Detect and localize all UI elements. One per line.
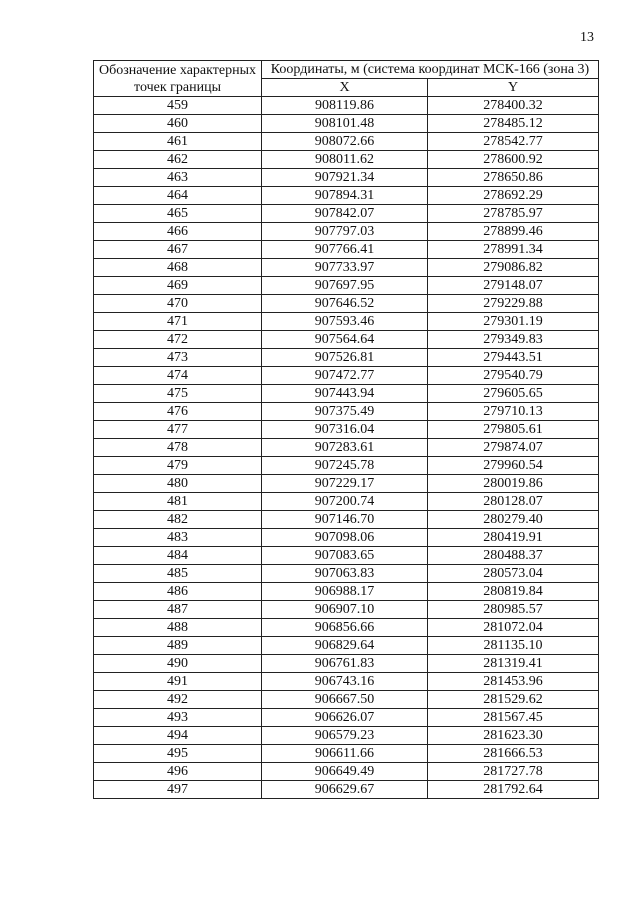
table-row: [94, 763, 599, 781]
y-coordinate-cell: 281453.96: [428, 673, 599, 691]
point-number-cell: 459: [94, 97, 262, 115]
point-number-cell: 461: [94, 133, 262, 151]
x-coordinate-cell: 907646.52: [262, 295, 428, 313]
y-coordinate-cell: 281567.45: [428, 709, 599, 727]
point-number-cell: 478: [94, 439, 262, 457]
table-row: [94, 511, 599, 529]
y-coordinate-cell: 281319.41: [428, 655, 599, 673]
point-number-cell: 485: [94, 565, 262, 583]
table-row: [94, 97, 599, 115]
y-coordinate-cell: 278542.77: [428, 133, 599, 151]
table-row: [94, 187, 599, 205]
x-coordinate-cell: 907842.07: [262, 205, 428, 223]
x-coordinate-cell: 908011.62: [262, 151, 428, 169]
point-number-cell: 480: [94, 475, 262, 493]
table-row: [94, 439, 599, 457]
y-coordinate-cell: 281727.78: [428, 763, 599, 781]
table-row: [94, 403, 599, 421]
y-coordinate-cell: 279874.07: [428, 439, 599, 457]
x-coordinate-cell: 906611.66: [262, 745, 428, 763]
table-row: [94, 493, 599, 511]
x-coordinate-cell: 907146.70: [262, 511, 428, 529]
table-row: [94, 151, 599, 169]
x-coordinate-cell: 906856.66: [262, 619, 428, 637]
point-number-cell: 482: [94, 511, 262, 529]
table-row: [94, 295, 599, 313]
x-coordinate-cell: 907229.17: [262, 475, 428, 493]
y-coordinate-cell: 278899.46: [428, 223, 599, 241]
x-coordinate-cell: 907894.31: [262, 187, 428, 205]
y-coordinate-cell: 280279.40: [428, 511, 599, 529]
header-point-designation: Обозначение характерных точек границы: [94, 61, 262, 97]
y-coordinate-cell: 280419.91: [428, 529, 599, 547]
x-coordinate-cell: 906649.49: [262, 763, 428, 781]
table-row: [94, 223, 599, 241]
point-number-cell: 473: [94, 349, 262, 367]
y-coordinate-cell: 281666.53: [428, 745, 599, 763]
y-coordinate-cell: 281792.64: [428, 781, 599, 799]
table-row: [94, 691, 599, 709]
table-row: [94, 619, 599, 637]
y-coordinate-cell: 279349.83: [428, 331, 599, 349]
x-coordinate-cell: 907564.64: [262, 331, 428, 349]
y-coordinate-cell: 279605.65: [428, 385, 599, 403]
table-row: [94, 133, 599, 151]
y-coordinate-cell: 280488.37: [428, 547, 599, 565]
y-coordinate-cell: 278785.97: [428, 205, 599, 223]
point-number-cell: 472: [94, 331, 262, 349]
point-number-cell: 469: [94, 277, 262, 295]
table-row: [94, 313, 599, 331]
x-coordinate-cell: 908101.48: [262, 115, 428, 133]
table-row: [94, 421, 599, 439]
page-number: 13: [580, 30, 594, 45]
point-number-cell: 467: [94, 241, 262, 259]
point-number-cell: 476: [94, 403, 262, 421]
table-row: [94, 529, 599, 547]
table-row: [94, 115, 599, 133]
table-row: [94, 277, 599, 295]
x-coordinate-cell: 907375.49: [262, 403, 428, 421]
table-row: [94, 169, 599, 187]
x-coordinate-cell: 907098.06: [262, 529, 428, 547]
x-coordinate-cell: 907733.97: [262, 259, 428, 277]
coordinates-table: [93, 60, 599, 799]
table-row: [94, 781, 599, 799]
point-number-cell: 492: [94, 691, 262, 709]
table-row: [94, 349, 599, 367]
point-number-cell: 487: [94, 601, 262, 619]
y-coordinate-cell: 279086.82: [428, 259, 599, 277]
point-number-cell: 497: [94, 781, 262, 799]
y-coordinate-cell: 279805.61: [428, 421, 599, 439]
x-coordinate-cell: 906743.16: [262, 673, 428, 691]
y-coordinate-cell: 278400.32: [428, 97, 599, 115]
table-row: [94, 547, 599, 565]
point-number-cell: 466: [94, 223, 262, 241]
point-number-cell: 463: [94, 169, 262, 187]
table-row: [94, 475, 599, 493]
point-number-cell: 475: [94, 385, 262, 403]
y-coordinate-cell: 279148.07: [428, 277, 599, 295]
x-coordinate-cell: 907083.65: [262, 547, 428, 565]
x-coordinate-cell: 906626.07: [262, 709, 428, 727]
table-row: [94, 367, 599, 385]
point-number-cell: 483: [94, 529, 262, 547]
point-number-cell: 489: [94, 637, 262, 655]
y-coordinate-cell: 280019.86: [428, 475, 599, 493]
point-number-cell: 474: [94, 367, 262, 385]
point-number-cell: 490: [94, 655, 262, 673]
header-y: Y: [428, 79, 599, 97]
x-coordinate-cell: 906629.67: [262, 781, 428, 799]
x-coordinate-cell: 907443.94: [262, 385, 428, 403]
x-coordinate-cell: 906579.23: [262, 727, 428, 745]
point-number-cell: 471: [94, 313, 262, 331]
x-coordinate-cell: 907200.74: [262, 493, 428, 511]
table-row: [94, 259, 599, 277]
table-row: [94, 637, 599, 655]
y-coordinate-cell: 278485.12: [428, 115, 599, 133]
x-coordinate-cell: 906907.10: [262, 601, 428, 619]
table-row: [94, 457, 599, 475]
y-coordinate-cell: 281623.30: [428, 727, 599, 745]
point-number-cell: 484: [94, 547, 262, 565]
table-row: [94, 565, 599, 583]
y-coordinate-cell: 281135.10: [428, 637, 599, 655]
x-coordinate-cell: 907472.77: [262, 367, 428, 385]
x-coordinate-cell: 908072.66: [262, 133, 428, 151]
table-row: [94, 583, 599, 601]
table-row: [94, 241, 599, 259]
x-coordinate-cell: 907245.78: [262, 457, 428, 475]
point-number-cell: 479: [94, 457, 262, 475]
x-coordinate-cell: 907921.34: [262, 169, 428, 187]
point-number-cell: 481: [94, 493, 262, 511]
x-coordinate-cell: 907526.81: [262, 349, 428, 367]
point-number-cell: 493: [94, 709, 262, 727]
y-coordinate-cell: 279301.19: [428, 313, 599, 331]
y-coordinate-cell: 279229.88: [428, 295, 599, 313]
x-coordinate-cell: 907797.03: [262, 223, 428, 241]
y-coordinate-cell: 278650.86: [428, 169, 599, 187]
x-coordinate-cell: 907316.04: [262, 421, 428, 439]
point-number-cell: 496: [94, 763, 262, 781]
y-coordinate-cell: 281529.62: [428, 691, 599, 709]
y-coordinate-cell: 279710.13: [428, 403, 599, 421]
table-row: [94, 745, 599, 763]
point-number-cell: 494: [94, 727, 262, 745]
header-x: X: [262, 79, 428, 97]
x-coordinate-cell: 907063.83: [262, 565, 428, 583]
point-number-cell: 462: [94, 151, 262, 169]
point-number-cell: 465: [94, 205, 262, 223]
table-row: [94, 673, 599, 691]
y-coordinate-cell: 280573.04: [428, 565, 599, 583]
point-number-cell: 491: [94, 673, 262, 691]
y-coordinate-cell: 279540.79: [428, 367, 599, 385]
table-row: [94, 331, 599, 349]
point-number-cell: 464: [94, 187, 262, 205]
x-coordinate-cell: 908119.86: [262, 97, 428, 115]
y-coordinate-cell: 278692.29: [428, 187, 599, 205]
table-row: [94, 205, 599, 223]
point-number-cell: 477: [94, 421, 262, 439]
table-row: [94, 655, 599, 673]
y-coordinate-cell: 279443.51: [428, 349, 599, 367]
x-coordinate-cell: 906761.83: [262, 655, 428, 673]
table-row: [94, 727, 599, 745]
point-number-cell: 495: [94, 745, 262, 763]
y-coordinate-cell: 280819.84: [428, 583, 599, 601]
x-coordinate-cell: 907697.95: [262, 277, 428, 295]
point-number-cell: 468: [94, 259, 262, 277]
x-coordinate-cell: 907766.41: [262, 241, 428, 259]
point-number-cell: 488: [94, 619, 262, 637]
point-number-cell: 486: [94, 583, 262, 601]
x-coordinate-cell: 907283.61: [262, 439, 428, 457]
table-row: [94, 709, 599, 727]
x-coordinate-cell: 907593.46: [262, 313, 428, 331]
y-coordinate-cell: 278600.92: [428, 151, 599, 169]
table-row: [94, 601, 599, 619]
x-coordinate-cell: 906667.50: [262, 691, 428, 709]
x-coordinate-cell: 906829.64: [262, 637, 428, 655]
table-row: [94, 385, 599, 403]
point-number-cell: 470: [94, 295, 262, 313]
y-coordinate-cell: 280985.57: [428, 601, 599, 619]
point-number-cell: 460: [94, 115, 262, 133]
y-coordinate-cell: 280128.07: [428, 493, 599, 511]
x-coordinate-cell: 906988.17: [262, 583, 428, 601]
table-body: [94, 97, 599, 799]
y-coordinate-cell: 278991.34: [428, 241, 599, 259]
y-coordinate-cell: 279960.54: [428, 457, 599, 475]
header-coordinates: Координаты, м (система координат МСК-166 (зона 3): [262, 61, 599, 79]
y-coordinate-cell: 281072.04: [428, 619, 599, 637]
